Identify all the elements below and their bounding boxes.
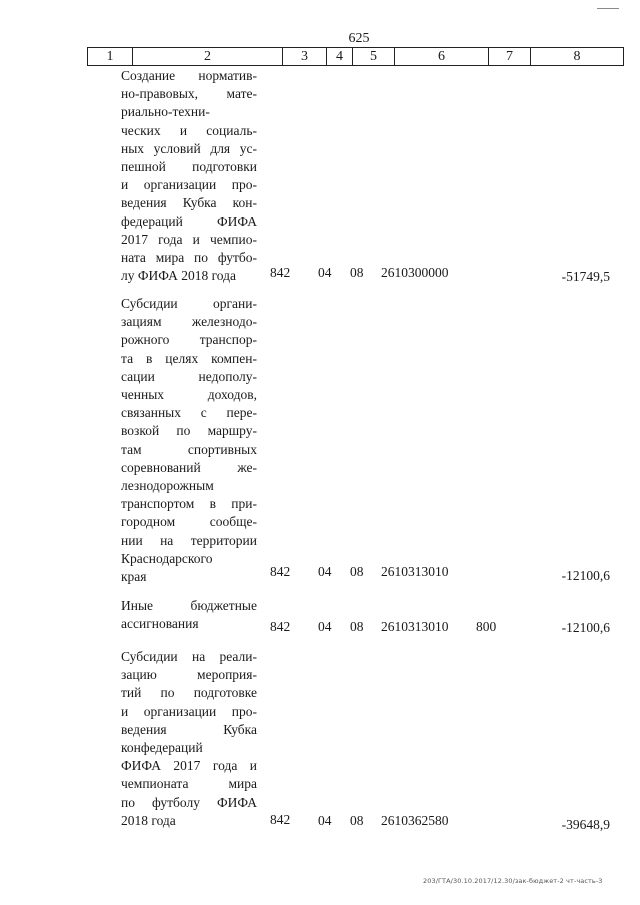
subsection-code: 08 [350,619,364,634]
amount-value: -12100,6 [561,568,610,583]
amount-value: -39648,9 [561,817,610,832]
amount-value: -12100,6 [561,620,610,635]
subsection-code: 08 [350,564,364,579]
header-col-3: 3 [283,48,327,66]
page-number: 625 [348,31,370,46]
section-code: 04 [318,619,332,634]
row-description: Создание норматив- но-правовых, мате- риально-техни- ческих и социаль- ных условий для ус- пешной подготовки и организации про- ведения Кубка кон- федераций ФИФА 2017 года и чемпио- ната мира по футбо- лу ФИФА 2018 года [121,68,257,284]
header-col-8: 8 [531,48,624,66]
header-col-5: 5 [353,48,395,66]
expense-type-code: 800 [476,619,497,634]
amount-value: -51749,5 [561,269,610,284]
row-description: Субсидии органи- зациям железнодо- рожного транспор- та в целях компен- сации недополу- ченных доходов, связанных с пере- возкой по маршру- там спортивных соревнований же- лезнодорожным транспортом в при- городном сообще- нии на территории Краснодарского края [121,296,257,585]
target-article-code: 2610313010 [381,619,449,634]
target-article-code: 2610300000 [381,265,449,280]
header-col-6: 6 [395,48,489,66]
column-number-header [87,47,624,66]
section-code: 04 [318,564,332,579]
corner-mark [597,8,619,9]
header-row [88,48,624,66]
row-description: Субсидии на реали- зацию мероприя- тий по подготовке и организации про- ведения Кубка конфедераций ФИФА 2017 года и чемпионата мира по футболу ФИФА 2018 года [121,649,257,828]
row-description: Иные бюджетные ассигнования [121,598,257,632]
subsection-code: 08 [350,265,364,280]
section-code: 04 [318,265,332,280]
ministry-code: 842 [270,265,291,280]
header-col-7: 7 [489,48,531,66]
ministry-code: 842 [270,564,291,579]
section-code: 04 [318,813,332,828]
header-col-4: 4 [327,48,353,66]
header-col-2: 2 [133,48,283,66]
header-col-1: 1 [88,48,133,66]
subsection-code: 08 [350,813,364,828]
footer-stamp: 203/ГТА/30.10.2017/12.30/зак-бюджет-2 чт-часть-3 [423,877,603,885]
target-article-code: 2610313010 [381,564,449,579]
ministry-code: 842 [270,812,291,827]
ministry-code: 842 [270,619,291,634]
target-article-code: 2610362580 [381,813,449,828]
